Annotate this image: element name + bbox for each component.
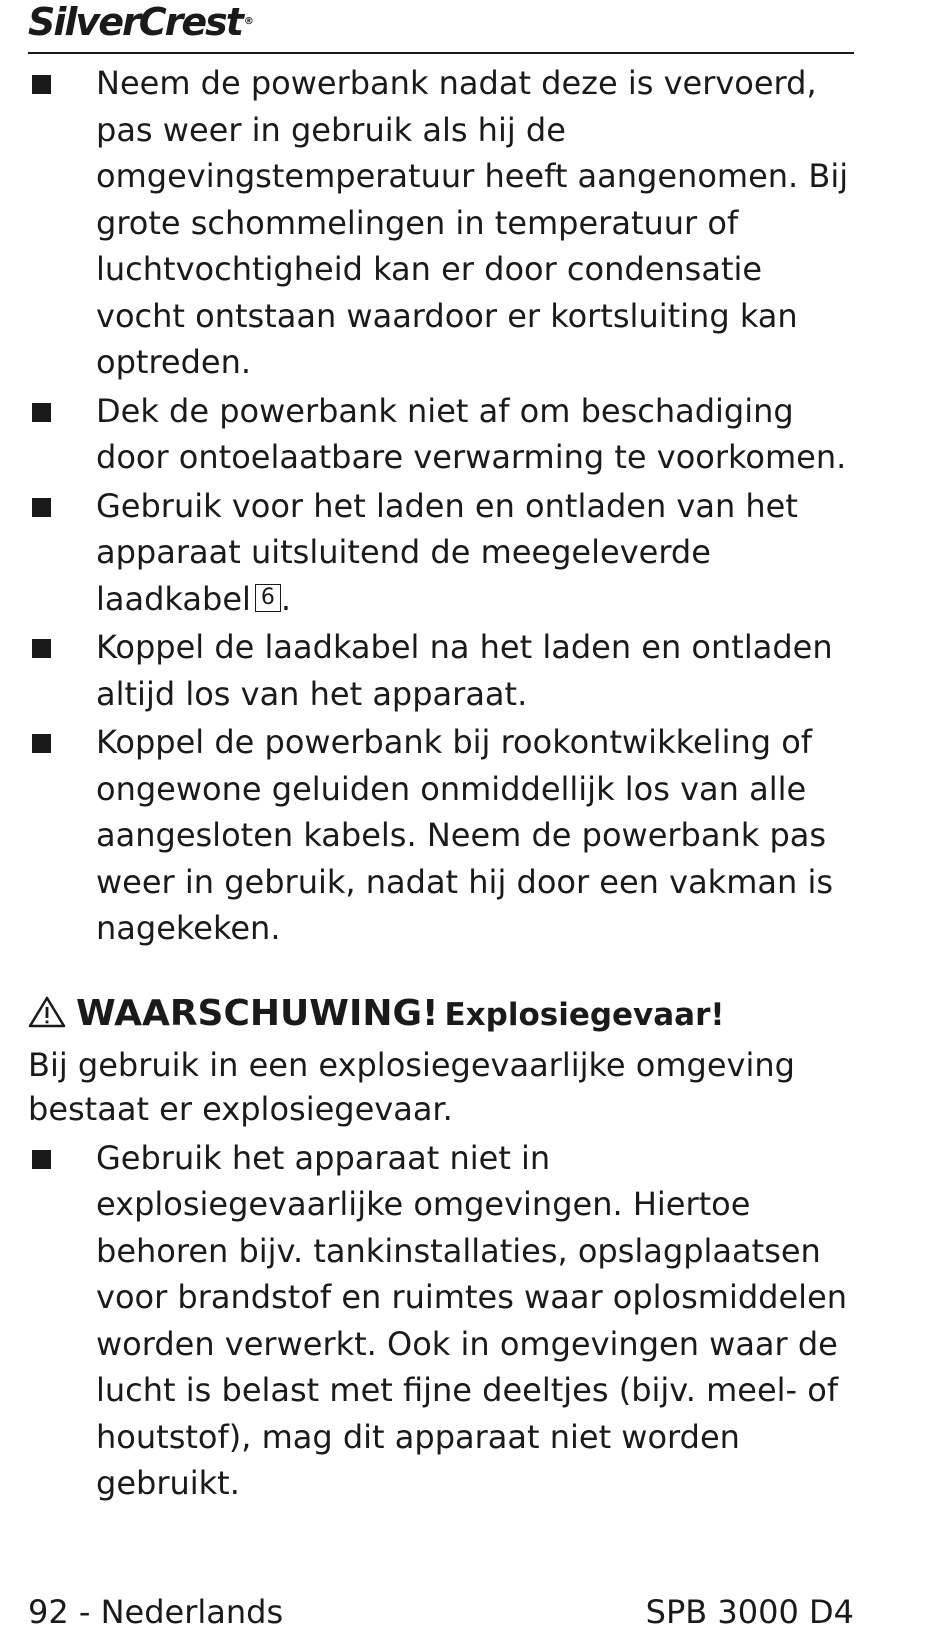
list-item-text: Koppel de powerbank bij rookontwikkeling of ongewone geluiden onmiddellijk los van alle aangesloten kabels. Neem de powerbank pas weer in gebruik, nadat hij door een vakman is nagekeken. [96, 723, 833, 947]
list-item [28, 388, 858, 481]
warning-heading [28, 990, 858, 1039]
bullet-square-icon [32, 639, 51, 658]
warning-list [28, 1135, 858, 1507]
bullet-square-icon [32, 75, 51, 94]
brand-logo [28, 2, 254, 42]
page-content [28, 60, 858, 1509]
page-number-label: 92 - Nederlands [28, 1593, 284, 1631]
list-item-text: Dek de powerbank niet af om beschadiging door ontoelaatbare verwarming te voorkomen. [96, 391, 847, 476]
warning-triangle-icon [28, 996, 66, 1028]
warning-title: WAARSCHUWING! [76, 992, 439, 1034]
model-number: SPB 3000 D4 [645, 1593, 854, 1631]
list-item-text: Neem de powerbank nadat deze is vervoerd, pas weer in gebruik als hij de omgevingstemperatuur heeft aangenomen. Bij grote schommelingen in temperatuur of luchtvochtigheid kan er door condensatie vocht ontstaan waardoor er kortsluiting kan optreden. [96, 64, 849, 381]
list-item [28, 719, 858, 952]
list-item-text: Gebruik voor het laden en ontladen van het apparaat uitsluitend de meegeleverde laadkabel [96, 486, 798, 618]
warning-subtitle: Explosiegevaar! [444, 996, 725, 1033]
bullet-square-icon [32, 498, 51, 517]
list-item-text: Koppel de laadkabel na het laden en ontladen altijd los van het apparaat. [96, 628, 833, 713]
list-item-text: Gebruik het apparaat niet in explosiegevaarlijke omgevingen. Hiertoe behoren bijv. tankinstallaties, opslagplaatsen voor brandstof en ruimtes waar oplosmiddelen worden verwerkt. Ook in omgevingen waar de lucht is belast met fijne deeltjes (bijv. meel- of houtstof), mag dit apparaat niet worden gebruikt. [96, 1138, 848, 1502]
page-header [28, 0, 854, 54]
list-item [28, 60, 858, 386]
list-item [28, 483, 858, 623]
list-item-suffix: . [280, 579, 292, 618]
warning-intro: Bij gebruik in een explosiegevaarlijke omgeving bestaat er explosiegevaar. [28, 1045, 795, 1128]
bullet-square-icon [32, 734, 51, 753]
part-reference-number: 6 [255, 584, 281, 612]
list-item [28, 1135, 858, 1507]
bullet-square-icon [32, 403, 51, 422]
list-item [28, 624, 858, 717]
safety-list [28, 60, 858, 952]
brand-name: SilverCrest [28, 0, 242, 44]
registered-mark: ® [243, 16, 254, 27]
bullet-square-icon [32, 1150, 51, 1169]
